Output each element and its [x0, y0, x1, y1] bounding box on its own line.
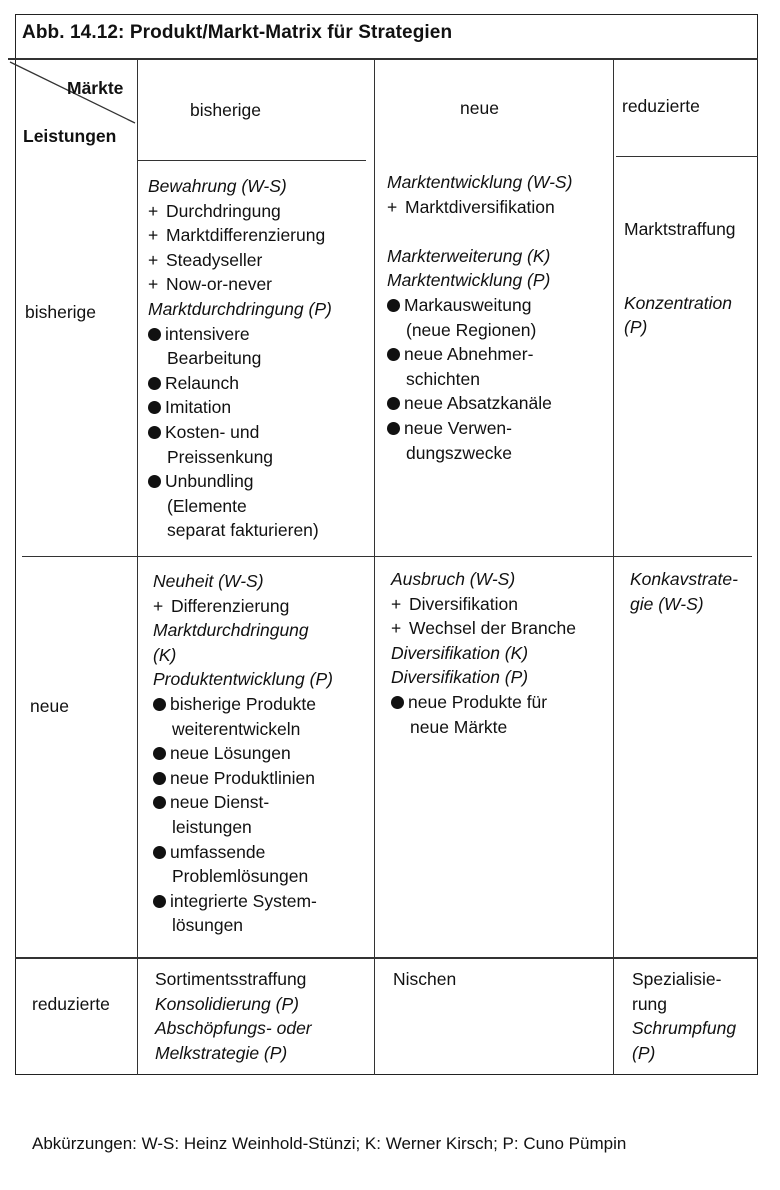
cell-line-text: Marktentwicklung (W-S)	[387, 172, 573, 192]
cell-line	[624, 291, 736, 316]
cell-line-text: Marktstraffung	[624, 219, 736, 239]
row-header-reduzierte: reduzierte	[32, 994, 110, 1014]
bullet-icon	[148, 401, 161, 414]
cell-line	[153, 766, 333, 791]
cell-line	[391, 616, 576, 641]
bullet-icon	[153, 895, 166, 908]
cell-line-text: Marktdifferenzierung	[166, 225, 326, 246]
cell-line	[387, 318, 572, 343]
column-header-bisherige: bisherige	[190, 100, 262, 120]
cell-r3c3	[632, 967, 736, 1065]
cell-line-text: Marktdurchdringung	[153, 620, 309, 641]
cell-line	[148, 371, 332, 396]
bullet-icon	[387, 299, 400, 312]
row-header-neue: neue	[30, 696, 69, 716]
corner-label-markets: Märkte	[67, 78, 124, 98]
plus-marker: +	[148, 200, 159, 221]
cell-line	[387, 195, 572, 220]
cell-line	[148, 174, 332, 199]
cell-line-text: (P)	[632, 1042, 656, 1063]
cell-line-text: Diversifikation (P)	[391, 667, 529, 688]
cell-line	[153, 569, 333, 594]
cell-line	[387, 244, 572, 269]
cell-line-text: Markterweiterung (K)	[387, 245, 551, 266]
cell-line	[391, 592, 576, 617]
cell-line-text: Durchdringung	[166, 200, 281, 221]
cell-r1c1	[148, 174, 332, 543]
cell-line	[148, 494, 332, 519]
cell-line	[391, 690, 576, 715]
cell-line	[387, 367, 572, 392]
cell-line	[387, 268, 572, 293]
cell-line	[153, 840, 333, 865]
figure-title: Abb. 14.12: Produkt/Markt-Matrix für Strategien	[22, 22, 453, 43]
cell-line	[148, 248, 332, 273]
plus-marker: +	[148, 249, 159, 270]
cell-line-text: neue Verwen-	[404, 417, 512, 438]
row-header-bisherige: bisherige	[25, 302, 97, 322]
cell-line	[632, 1041, 736, 1066]
cell-line-text: neue Absatzkanäle	[404, 393, 552, 414]
cell-line	[632, 992, 736, 1017]
cell-line	[148, 518, 332, 543]
cell-line-text: Differenzierung	[171, 595, 290, 616]
column-header-reduzierte: reduzierte	[622, 96, 700, 116]
cell-line	[148, 297, 332, 322]
cell-line-text: Relaunch	[165, 372, 239, 393]
cell-line	[148, 346, 332, 371]
cell-line-text: neue Dienst-	[170, 792, 270, 813]
cell-line-text: Now-or-never	[166, 274, 272, 295]
cell-line	[387, 342, 572, 367]
cell-line-text: neue Produkte für	[408, 691, 548, 712]
cell-line-text: bisherige Produkte	[170, 693, 316, 714]
cell-line-text: intensivere	[165, 323, 250, 344]
bullet-icon	[387, 422, 400, 435]
cell-line	[393, 967, 456, 992]
cell-line-text: rung	[632, 993, 668, 1014]
cell-line	[391, 567, 576, 592]
cell-r2c3	[630, 567, 738, 616]
cell-r1c2	[387, 170, 572, 465]
col-divider-3	[613, 58, 614, 1075]
cell-line	[148, 395, 332, 420]
cell-line	[387, 416, 572, 441]
footnote: Abkürzungen: W-S: Heinz Weinhold-Stünzi; K: Werner Kirsch; P: Cuno Pümpin	[32, 1134, 627, 1153]
cell-line-text: Marktentwicklung (P)	[387, 270, 551, 291]
cell-line-text: lösungen	[172, 915, 244, 936]
cell-line	[148, 223, 332, 248]
plus-marker: +	[391, 618, 402, 639]
cell-line	[624, 242, 736, 267]
cell-line-text: Imitation	[165, 397, 232, 418]
cell-line	[148, 420, 332, 445]
cell-line	[624, 217, 736, 242]
plus-marker: +	[387, 196, 398, 217]
cell-line	[153, 618, 333, 643]
cell-line-text: (K)	[153, 644, 177, 665]
bullet-icon	[391, 696, 404, 709]
cell-line-text: (Elemente	[167, 495, 247, 516]
plus-marker: +	[391, 593, 402, 614]
cell-line-text: Wechsel der Branche	[409, 618, 576, 639]
bullet-icon	[153, 772, 166, 785]
cell-line	[153, 667, 333, 692]
cell-line	[148, 469, 332, 494]
bullet-icon	[153, 698, 166, 711]
cell-r3c2	[393, 967, 456, 992]
cell-line	[153, 889, 333, 914]
cell-line-text: Steadyseller	[166, 249, 263, 270]
cell-line-text: Problemlösungen	[172, 866, 309, 887]
cell-line	[387, 170, 572, 195]
cell-line-text: gie (W-S)	[630, 593, 704, 614]
cell-line	[387, 391, 572, 416]
bullet-icon	[148, 328, 161, 341]
cell-line	[153, 643, 333, 668]
cell-line	[387, 441, 572, 466]
cell-line-text: (neue Regionen)	[406, 319, 537, 340]
cell-line	[632, 1016, 736, 1041]
cell-line	[387, 219, 572, 244]
cell-line-text: Konkavstrate-	[630, 569, 738, 589]
cell-line-text: neue Lösungen	[170, 743, 291, 764]
bullet-icon	[148, 377, 161, 390]
row-divider-1	[22, 556, 752, 557]
cell-line-text: Bearbeitung	[167, 348, 262, 369]
bullet-icon	[148, 475, 161, 488]
cell-line	[387, 293, 572, 318]
bullet-icon	[387, 348, 400, 361]
cell-line	[148, 199, 332, 224]
bullet-icon	[148, 426, 161, 439]
cell-line	[148, 445, 332, 470]
cell-line-text: weiterentwickeln	[172, 718, 301, 739]
cell-line-text: Konzentration	[624, 292, 732, 313]
cell-line	[153, 692, 333, 717]
col-divider-1	[137, 58, 138, 1075]
cell-line-text: Melkstrategie (P)	[155, 1042, 288, 1063]
cell-r3c1	[155, 967, 312, 1065]
row-divider-2	[15, 957, 758, 959]
cell-line	[155, 1016, 312, 1041]
cell-r2c2	[391, 567, 576, 739]
cell-line	[155, 992, 312, 1017]
cell-line-text: Diversifikation (K)	[391, 642, 529, 663]
cell-line-text: leistungen	[172, 816, 252, 837]
cell-line-text: Abschöpfungs- oder	[155, 1018, 312, 1039]
cell-line-text: Nischen	[393, 969, 457, 989]
cell-line-text: Neuheit (W-S)	[153, 571, 264, 591]
bullet-icon	[387, 397, 400, 410]
cell-line-text: Diversifikation	[409, 593, 518, 614]
col-divider-2	[374, 58, 375, 1075]
cell-line	[391, 715, 576, 740]
cell-line	[155, 1041, 312, 1066]
cell-line-text: separat fakturieren)	[167, 520, 319, 541]
cell-line-text: umfassende	[170, 841, 266, 862]
cell-r1c3	[624, 217, 736, 340]
cell-line	[155, 967, 312, 992]
cell-line-text: Produktentwicklung (P)	[153, 669, 333, 690]
cell-line-text: Schrumpfung	[632, 1018, 737, 1039]
cell-line	[391, 641, 576, 666]
plus-marker: +	[153, 595, 164, 616]
column-header-neue: neue	[460, 98, 499, 118]
cell-line	[632, 967, 736, 992]
cell-line-text: Sortimentsstraffung	[155, 969, 307, 989]
cell-line-text: (P)	[624, 317, 648, 338]
cell-line-text: Marktdurchdringung (P)	[148, 298, 332, 319]
cell-line	[153, 790, 333, 815]
cell-line	[148, 272, 332, 297]
cell-line-text: schichten	[406, 368, 480, 389]
cell-line-text: dungszwecke	[406, 442, 513, 463]
cell-line	[624, 266, 736, 291]
cell-line-text: integrierte System-	[170, 890, 317, 911]
cell-line	[153, 717, 333, 742]
cell-line	[153, 741, 333, 766]
plus-marker: +	[148, 274, 159, 295]
plus-marker: +	[148, 225, 159, 246]
cell-line-text: Bewahrung (W-S)	[148, 176, 287, 196]
cell-line	[391, 665, 576, 690]
bullet-icon	[153, 796, 166, 809]
cell-line-text: neue Abnehmer-	[404, 344, 534, 365]
cell-line	[630, 567, 738, 592]
cell-line	[630, 592, 738, 617]
cell-line-text: Unbundling	[165, 471, 254, 492]
cell-line	[624, 315, 736, 340]
cell-r2c1	[153, 569, 333, 938]
cell-line-text: Konsolidierung (P)	[155, 993, 299, 1014]
cell-line	[153, 815, 333, 840]
cell-line-text: Markausweitung	[404, 294, 532, 315]
cell-line-text: Marktdiversifikation	[405, 196, 555, 217]
cell-line-text: Spezialisie-	[632, 969, 722, 989]
cell-line-text: Ausbruch (W-S)	[391, 569, 516, 589]
bullet-icon	[153, 846, 166, 859]
corner-label-services: Leistungen	[23, 126, 117, 146]
bullet-icon	[153, 747, 166, 760]
cell-line	[148, 322, 332, 347]
cell-line-text: neue Produktlinien	[170, 767, 315, 788]
cell-line-text: Preissenkung	[167, 446, 274, 467]
cell-line	[153, 594, 333, 619]
cell-line	[153, 864, 333, 889]
cell-line	[153, 913, 333, 938]
cell-line-text: neue Märkte	[410, 716, 508, 737]
cell-line-text: Kosten- und	[165, 421, 260, 442]
